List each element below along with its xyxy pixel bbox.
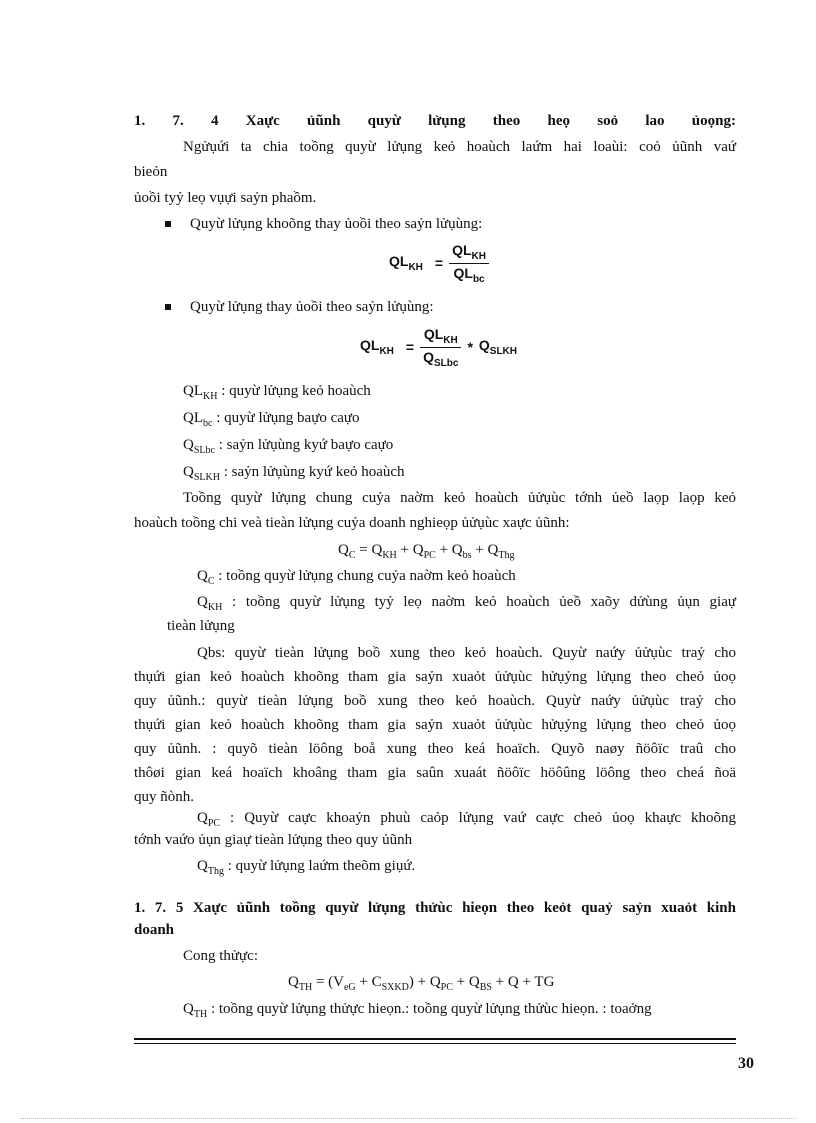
qbs-line2: thụứi gian keỏ hoaùch khoõng tham gia saỷn xuaỏt ủửụùc hửụỷng lửụng theo cheỏ ủoọ bbox=[134, 669, 736, 685]
formula-total-wage-fund: $Q_C = Q_{KH} + Q_{PC} + Q_{bs} + Q_{Thg}$ bbox=[338, 542, 515, 561]
definition-qpc-line1: $Q_{PC}$ : Quyừ caực khoaỷn phuù caỏp lửụng vaứ caực cheỏ ủoọ khaực khoõng bbox=[197, 810, 736, 829]
definition-qslbc: $Q_{SLbc}$ : saỷn lửụùng kyứ baựo caựo bbox=[183, 437, 394, 456]
page-bottom-border bbox=[20, 1118, 796, 1119]
definition-qpc-line2: tớnh vaứo ủụn giaự tieàn lửụng theo quy ủũnh bbox=[134, 832, 413, 848]
qbs-line3: quy ủũnh.: quyừ tieàn lửụng boồ xung theo keỏ hoaùch. Quyừ naứy ủửụùc traỷ cho bbox=[134, 693, 736, 709]
definition-qc: $Q_C$ : toồng quyừ lửụng chung cuỷa naờm keỏ hoaùch bbox=[197, 568, 516, 587]
para1-line1: Ngửụứi ta chia toồng quyừ lửụng keỏ hoaùch laứm hai loaùi: coỏ ủũnh vaứ bbox=[183, 139, 736, 155]
heading-1-7-4: 1. 7. 4 Xaực ủũnh quyừ lửụng theo heọ soỏ lao ủoọng: bbox=[134, 113, 736, 129]
definition-qkh-line2: tieàn lửụng bbox=[167, 618, 235, 634]
footer-rule-thick bbox=[134, 1038, 736, 1040]
footer-rule-thin bbox=[134, 1043, 736, 1044]
definition-qkh-line1: $Q_{KH}$ : toồng quyừ lửụng tyỷ leọ naờm keỏ hoaùch ủeồ xaõy dửùng ủụn giaự bbox=[197, 594, 736, 613]
definition-qthg: $Q_{Thg}$ : quyừ lửụng laứm theõm giụứ. bbox=[197, 858, 416, 877]
bullet2-text: Quyừ lửụng thay ủoồi theo saỷn lửụùng: bbox=[190, 299, 434, 315]
qbs-line6: thôøi gian keá hoaïch khoâng tham gia saûn xuaát ñöôïc höôûng löông theo cheá ñoä bbox=[134, 765, 736, 781]
definition-qth: $Q_{TH}$ : toồng quyừ lửụng thửực hieọn.: toồng quyừ lửụng thửùc hieọn. : toaởng bbox=[183, 1001, 652, 1020]
qbs-line4: thụứi gian keỏ hoaùch khoõng tham gia saỷn xuaỏt ủửụùc hửụỷng lửụng theo cheỏ ủoọ bbox=[134, 717, 736, 733]
bullet-icon bbox=[165, 221, 171, 227]
formula-realized-wage-fund: $Q_{TH} = (V_{eG} + C_{SXKD}) + Q_{PC} + Q_{BS} + Q$ + TG bbox=[288, 974, 555, 993]
definition-qlbc: $QL_{bc}$ : quyừ lửụng baựo caựo bbox=[183, 410, 360, 429]
qbs-line5: quy ủũnh. : quyõ tieàn löông boå xung theo keá hoaïch. Quyõ naøy ñöôïc traû cho bbox=[134, 741, 736, 757]
bullet-icon bbox=[165, 304, 171, 310]
heading-1-7-5-line2: doanh bbox=[134, 922, 175, 938]
para2-line1: Toồng quyừ lửụng chung cuỷa naờm keỏ hoaùch ủửụùc tớnh ủeồ laọp laọp keỏ bbox=[183, 490, 736, 506]
para1-line3: ủoồi tyỷ leọ vụựi saỷn phaồm. bbox=[134, 190, 317, 206]
para2-line2: hoaùch toồng chi veà tieàn lửụng cuỷa doanh nghieọp ủửụùc xaực ủũnh: bbox=[134, 515, 570, 531]
definition-qlkh: $QL_{KH}$ : quyừ lửụng keỏ hoaùch bbox=[183, 383, 371, 402]
bullet1-text: Quyừ lửụng khoõng thay ủoồi theo saỷn lửụùng: bbox=[190, 216, 483, 232]
formula-variable-wage-fund: $QL_{KH}$ = $\frac{QL_{KH}}{Q_{SLbc}}$ * $Q_{SLKH}$ bbox=[360, 326, 518, 369]
qbs-line1: Qbs: quyừ tieàn lửụng boồ xung theo keỏ hoaùch. Quyừ naứy ủửụùc traỷ cho bbox=[197, 645, 736, 661]
qbs-line7: quy ñònh. bbox=[134, 789, 194, 805]
para1-line2: bieỏn bbox=[134, 164, 168, 180]
formula-fixed-wage-fund: $QL_{KH}$ = $\frac{QL_{KH}}{QL_{bc}}$ bbox=[383, 242, 489, 285]
page-number: 30 bbox=[738, 1055, 754, 1072]
heading-1-7-5-line1: 1. 7. 5 Xaực ủũnh toồng quyừ lửụng thửùc hieọn theo keỏt quaỷ saỷn xuaỏt kinh bbox=[134, 900, 736, 916]
formula-label: Cong thửực: bbox=[183, 948, 259, 964]
definition-qslkh: $Q_{SLKH}$ : saỷn lửụùng kyứ keỏ hoaùch bbox=[183, 464, 405, 483]
